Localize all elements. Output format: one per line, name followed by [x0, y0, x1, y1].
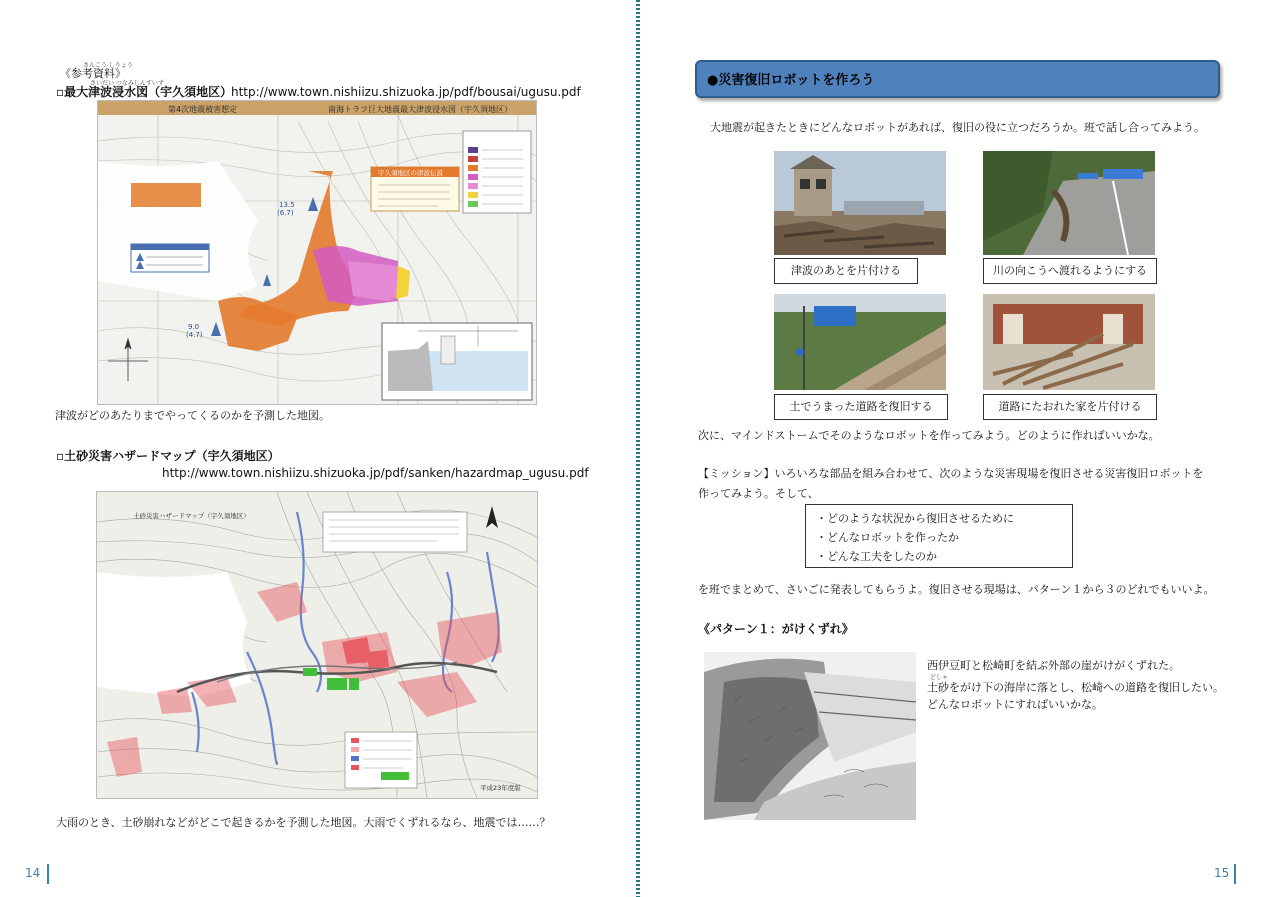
map1-title-ruby: さいだい つなみしんすいず	[90, 80, 164, 87]
map2-footer-tag: 平成23年度版	[480, 784, 521, 792]
cliff-collapse-sketch	[704, 652, 916, 820]
map2-caption: 大雨のとき、土砂崩れなどがどこで起きるかを予測した地図。大雨でくずれるなら、地震では……？	[56, 816, 551, 829]
map1-url[interactable]: http://www.town.nishiizu.shizuoka.jp/pdf/bousai/ugusu.pdf	[231, 85, 581, 99]
right-page	[640, 0, 1277, 897]
pattern-line-2: 土砂をがけ下の海岸に落とし、松崎への道路を復旧したい。	[927, 681, 1224, 694]
tsunami-inundation-map	[97, 100, 537, 405]
map2-url[interactable]: http://www.town.nishiizu.shizuoka.jp/pdf/sanken/hazardmap_ugusu.pdf	[162, 466, 589, 480]
page-number-left-bar	[47, 864, 49, 884]
photo-river-graphic	[983, 151, 1155, 255]
page-number-right-bar	[1234, 864, 1236, 884]
marker-2-sub: (4.7)	[186, 331, 203, 339]
tsunami-map-graphic	[98, 101, 536, 404]
map1-banner-left: 第4次地震被害想定	[168, 105, 238, 114]
reference-ruby: さんこう しりょう	[83, 62, 133, 69]
pattern-line-3: どんなロボットにすればいいかな。	[927, 698, 1103, 711]
map2-inner-title: 土砂災害ハザードマップ（宇久須地区）	[133, 512, 250, 520]
marker-1-sub: (6.7)	[277, 209, 294, 217]
pattern-title: 《パターン１：がけくずれ》	[698, 622, 854, 636]
photo-tsunami-graphic	[774, 151, 946, 255]
map2-title: ▫土砂災害ハザードマップ（宇久須地区）	[56, 449, 280, 463]
mission-line-2: 作ってみよう。そして、	[698, 487, 819, 500]
hazard-map-graphic	[97, 492, 537, 798]
photo-house-graphic	[983, 294, 1155, 390]
map1-caption: 津波がどのあたりまでやってくるのかを予測した地図。	[55, 409, 330, 422]
cliff-sketch-graphic	[704, 652, 916, 820]
left-page	[0, 0, 636, 897]
checklist-item: ・どんな工夫をしたのか	[816, 550, 937, 563]
caption-collapsed-house: 道路にたおれた家を片付ける	[983, 394, 1157, 420]
summary-text: を班でまとめて、さいごに発表してもらうよ。復旧させる現場は、パターン１から３のどれでもいいよ。	[698, 583, 1215, 596]
photo-tsunami-cleanup	[774, 151, 946, 255]
photo-river-crossing	[983, 151, 1155, 255]
checklist-item: ・どのような状況から復旧させるために	[816, 512, 1014, 525]
report-checklist	[805, 504, 1073, 568]
photo-collapsed-house	[983, 294, 1155, 390]
landslide-hazard-map	[96, 491, 538, 799]
map1-banner-right: 南海トラフ巨大地震最大津波浸水図（宇久須地区）	[328, 105, 512, 114]
mission-line-1: 【ミッション】いろいろな部品を組み合わせて、次のような災害現場を復旧させる災害復旧ロボットを	[698, 467, 1204, 480]
marker-2-value: 9.0	[188, 323, 200, 331]
intro-text: 大地震が起きたときにどんなロボットがあれば、復旧の役に立つだろうか。班で話し合ってみよう。	[710, 121, 1205, 134]
section-header: ●災害復旧ロボットを作ろう	[695, 60, 1220, 98]
page-number-left: 14	[25, 866, 41, 880]
caption-buried-road: 土でうまった道路を復旧する	[774, 394, 948, 420]
marker-1-value: 13.5	[279, 201, 295, 209]
photo-road-graphic	[774, 294, 946, 390]
map1-legend-title: 宇久須地区の津波伝説	[378, 169, 443, 177]
photo-buried-road	[774, 294, 946, 390]
checklist-item: ・どんなロボットを作ったか	[816, 531, 959, 544]
pattern-ruby: どしゃ	[930, 674, 949, 681]
page-number-right: 15	[1214, 866, 1230, 880]
reference-heading: 《参考資料》	[60, 67, 126, 80]
pattern-line-1: 西伊豆町と松崎町を結ぶ外部の崖がけがくずれた。	[927, 659, 1180, 672]
map1-title: ▫最大津波浸水図（宇久須地区）	[56, 85, 233, 99]
caption-tsunami-cleanup: 津波のあとを片付ける	[774, 258, 918, 284]
mindstorm-text: 次に、マインドストームでそのようなロボットを作ってみよう。どのように作ればいいかな。	[698, 429, 1160, 442]
caption-river-crossing: 川の向こうへ渡れるようにする	[983, 258, 1157, 284]
